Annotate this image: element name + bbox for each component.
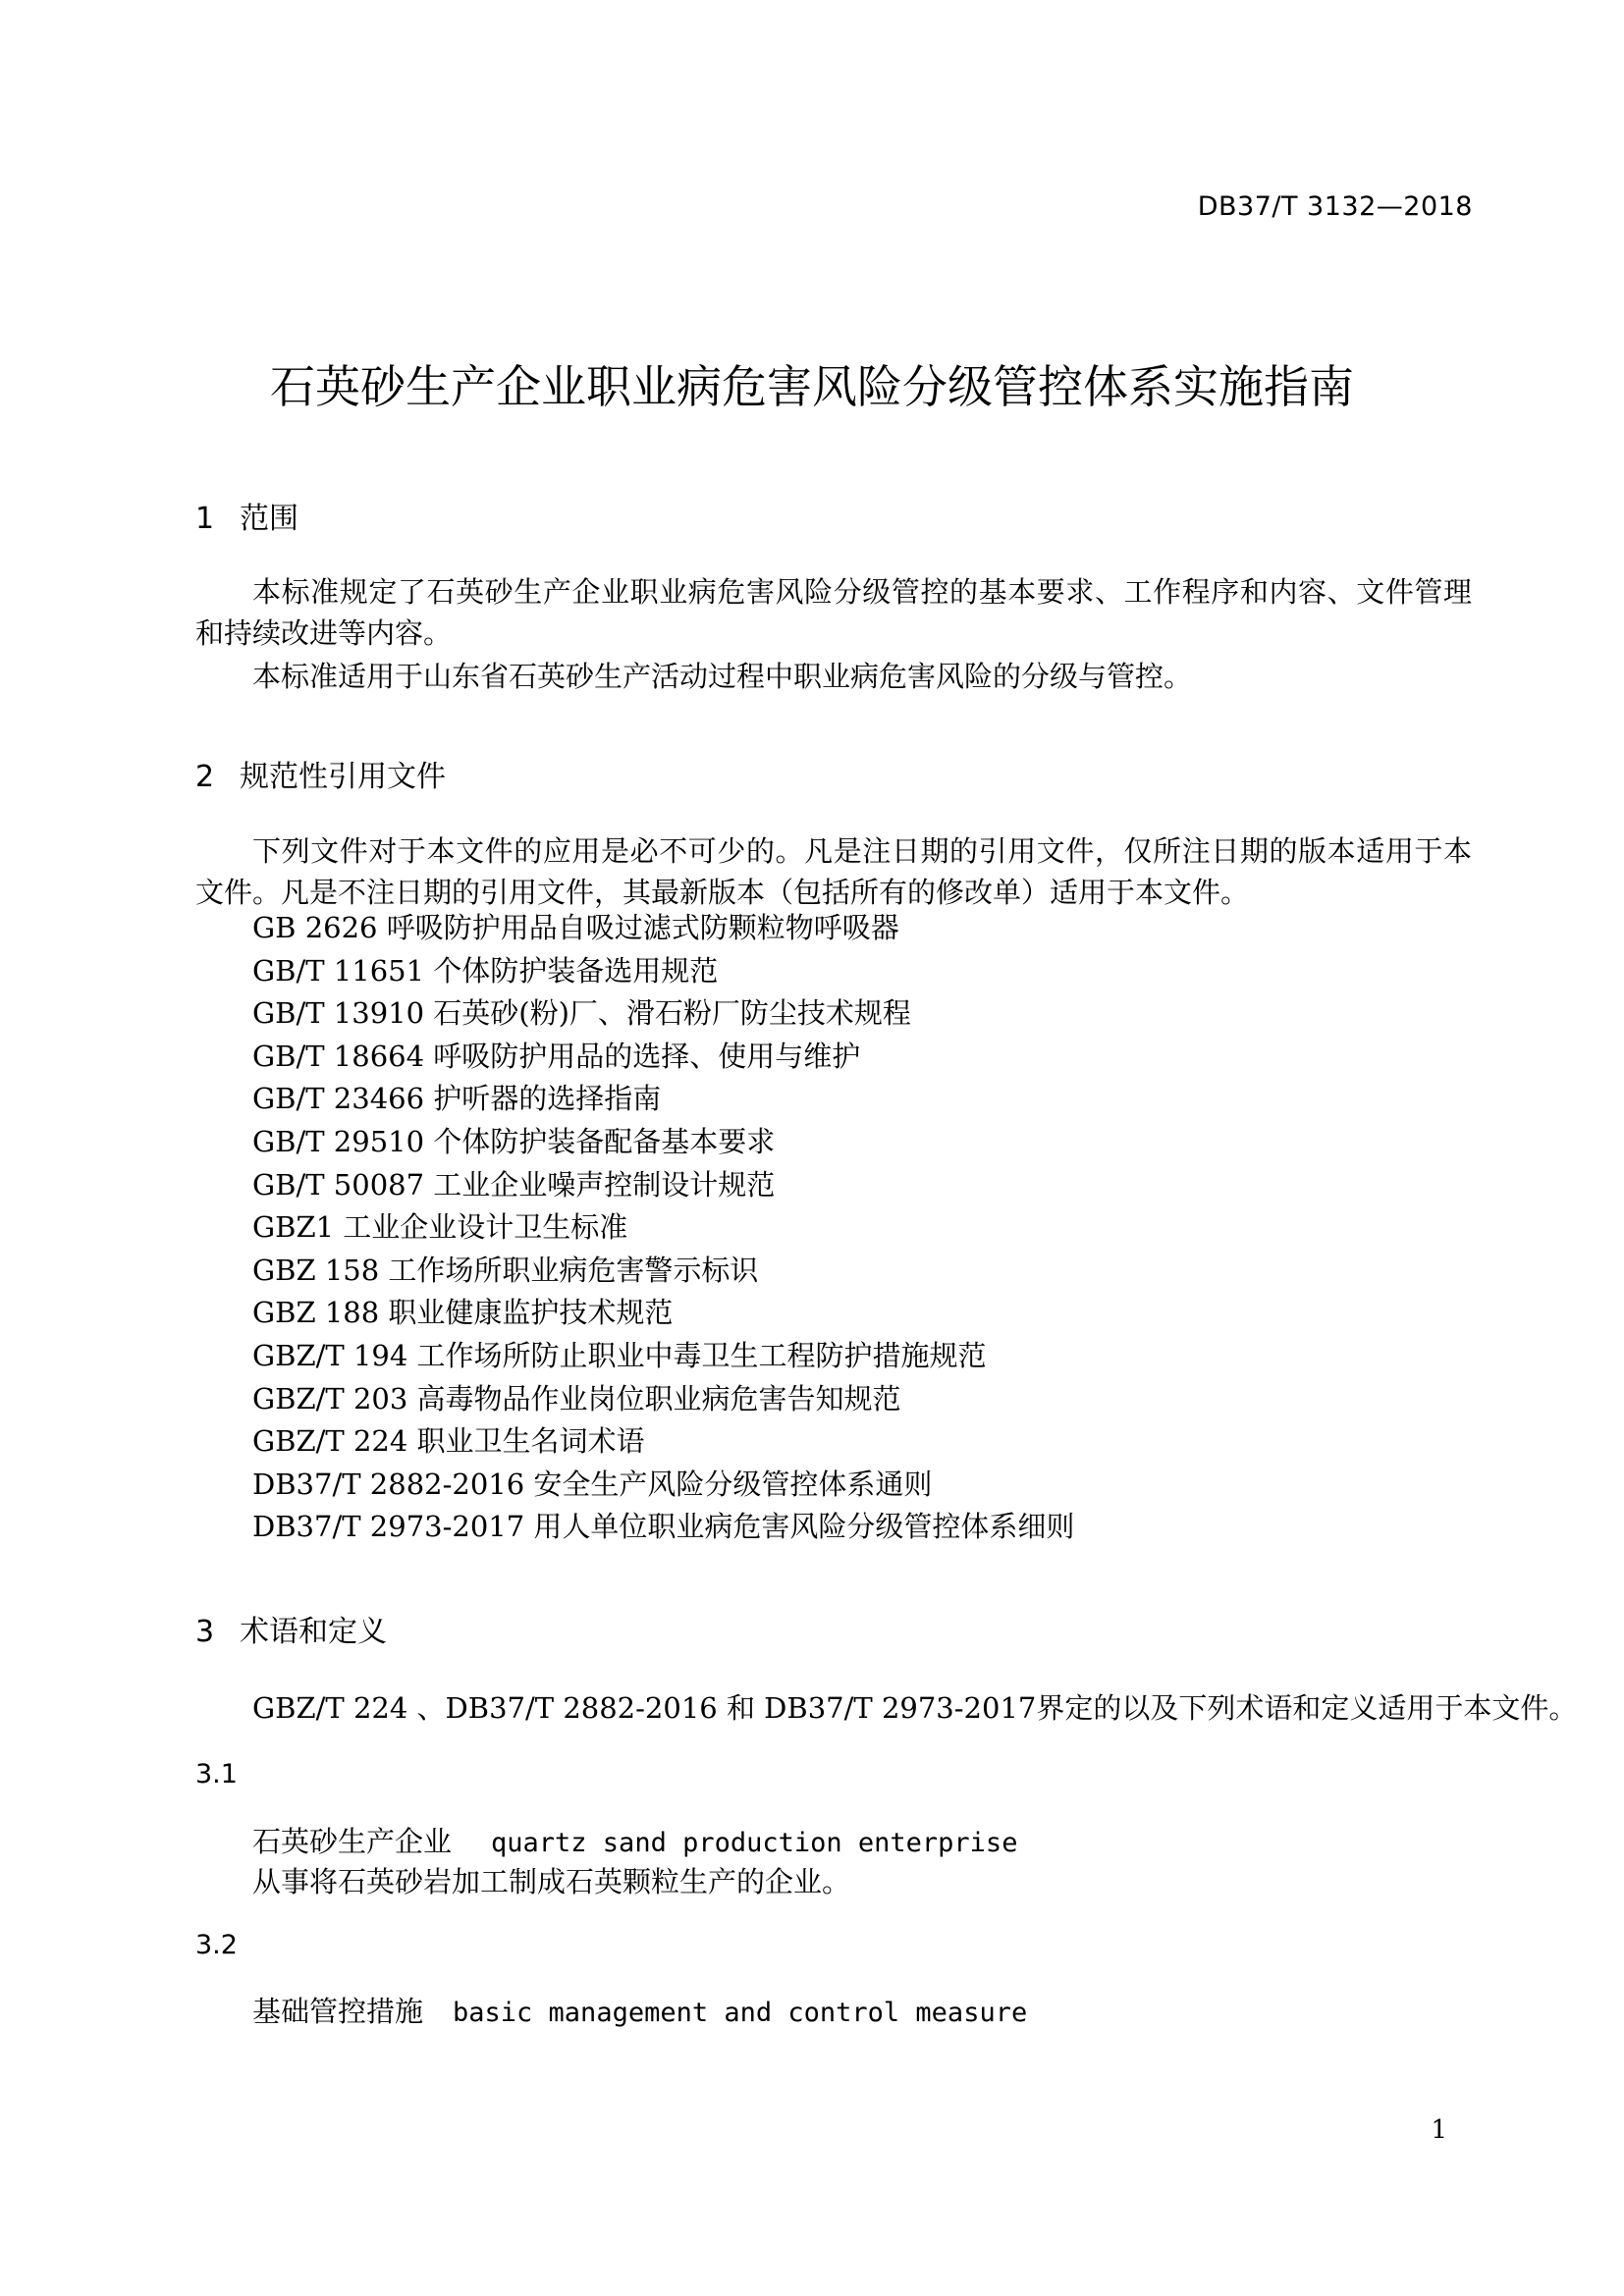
term-entry: [252, 1820, 1017, 1860]
term-definition: 从事将石英砂岩加工制成石英颗粒生产的企业。: [252, 1865, 851, 1898]
section-title: 范围: [240, 502, 298, 536]
reference-list: [252, 907, 1074, 1549]
list-item: DB37/T 2882-2016 安全生产风险分级管控体系通则: [252, 1467, 933, 1501]
paragraph: 本标准适用于山东省石英砂生产活动过程中职业病危害风险的分级与管控。: [252, 660, 1193, 693]
page-number: 1: [1431, 2115, 1447, 2145]
list-item: GB/T 29510 个体防护装备配备基本要求: [252, 1124, 776, 1158]
subsection-number: 3.2: [195, 1930, 238, 1960]
list-item: GBZ/T 224 职业卫生名词术语: [252, 1424, 645, 1459]
list-item: GB 2626 呼吸防护用品自吸过滤式防颗粒物呼吸器: [252, 911, 899, 944]
section-3-heading: [195, 1607, 387, 1650]
term-zh: 石英砂生产企业: [252, 1825, 453, 1858]
term-en: basic management and control measure: [453, 1998, 1028, 2028]
section-title: 术语和定义: [240, 1615, 387, 1649]
standard-code: DB37/T 3132—2018: [1197, 191, 1473, 222]
list-item: GBZ/T 203 高毒物品作业岗位职业病危害告知规范: [252, 1381, 901, 1415]
section-number: 3: [195, 1615, 215, 1649]
list-item: GB/T 11651 个体防护装备选用规范: [252, 953, 719, 988]
term-en: quartz sand production enterprise: [491, 1828, 1018, 1858]
paragraph: 下列文件对于本文件的应用是必不可少的。凡是注日期的引用文件，仅所注日期的版本适用于本文件。凡是不注日期的引用文件，其最新版本（包括所有的修改单）适用于本文件。: [195, 834, 1472, 909]
list-item: GB/T 50087 工业企业噪声控制设计规范: [252, 1167, 776, 1201]
list-item: GBZ 188 职业健康监护技术规范: [252, 1296, 674, 1330]
section-title: 规范性引用文件: [240, 760, 446, 794]
section-number: 2: [195, 760, 215, 794]
term-zh: 基础管控措施: [252, 1995, 424, 2028]
term-entry: [252, 1990, 1027, 2030]
paragraph: GBZ/T 224 、DB37/T 2882-2016 和 DB37/T 2973-2017界定的以及下列术语和定义适用于本文件。: [252, 1691, 1578, 1725]
list-item: GB/T 23466 护听器的选择指南: [252, 1082, 662, 1116]
list-item: GBZ/T 194 工作场所防止职业中毒卫生工程防护措施规范: [252, 1338, 987, 1372]
section-2-heading: [195, 752, 446, 795]
section-1-heading: [195, 494, 298, 537]
list-item: GB/T 13910 石英砂(粉)厂、滑石粉厂防尘技术规程: [252, 996, 911, 1031]
list-item: DB37/T 2973-2017 用人单位职业病危害风险分级管控体系细则: [252, 1510, 1075, 1544]
list-item: GBZ 158 工作场所职业病危害警示标识: [252, 1253, 759, 1287]
paragraph: 本标准规定了石英砂生产企业职业病危害风险分级管控的基本要求、工作程序和内容、文件管理和持续改进等内容。: [195, 575, 1472, 650]
subsection-number: 3.1: [195, 1759, 238, 1789]
list-item: GB/T 18664 呼吸防护用品的选择、使用与维护: [252, 1039, 861, 1073]
document-title: 石英砂生产企业职业病危害风险分级管控体系实施指南: [270, 360, 1354, 413]
section-number: 1: [195, 502, 215, 536]
list-item: GBZ1 工业企业设计卫生标准: [252, 1210, 628, 1245]
